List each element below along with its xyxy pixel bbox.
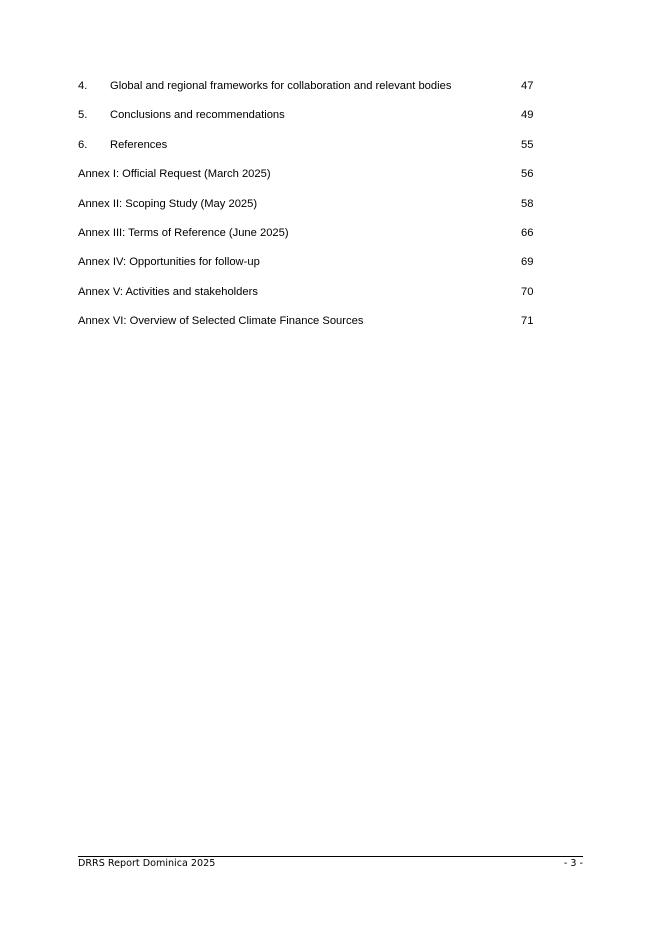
toc-entry-page: 69: [521, 256, 534, 269]
toc-entry-annex-1[interactable]: [78, 164, 548, 193]
toc-entry-page: 49: [521, 109, 534, 122]
toc-entry-section-5[interactable]: [78, 105, 548, 134]
toc-entry-page: 56: [521, 168, 534, 181]
toc-entry-title[interactable]: Conclusions and recommendations: [110, 109, 285, 122]
toc-entry-annex-3[interactable]: [78, 223, 548, 252]
table-of-contents: [78, 76, 548, 341]
toc-entry-page: 70: [521, 285, 534, 298]
toc-entry-section-6[interactable]: [78, 135, 548, 164]
toc-entry-title[interactable]: Annex V: Activities and stakeholders: [78, 285, 258, 298]
toc-entry-page: 55: [521, 138, 534, 151]
toc-entry-title[interactable]: Annex III: Terms of Reference (June 2025): [78, 226, 289, 239]
toc-entry-number: 5.: [78, 109, 88, 122]
toc-entry-section-4[interactable]: [78, 76, 548, 105]
toc-entry-annex-4[interactable]: [78, 252, 548, 281]
toc-entry-number: 6.: [78, 138, 88, 151]
toc-entry-page: 71: [521, 315, 534, 328]
toc-entry-annex-5[interactable]: [78, 282, 548, 311]
toc-entry-page: 66: [521, 226, 534, 239]
toc-entry-title[interactable]: Annex VI: Overview of Selected Climate Finance Sources: [78, 315, 364, 328]
toc-entry-page: 47: [521, 80, 534, 92]
toc-entry-title[interactable]: Global and regional frameworks for collaboration and relevant bodies: [110, 80, 452, 92]
toc-entry-annex-6[interactable]: [78, 311, 548, 340]
footer-page-number: - 3 -: [563, 858, 583, 869]
footer-divider: [78, 856, 583, 857]
toc-entry-annex-2[interactable]: [78, 194, 548, 223]
toc-entry-title[interactable]: Annex II: Scoping Study (May 2025): [78, 197, 258, 210]
toc-entry-title[interactable]: References: [110, 138, 168, 151]
toc-entry-title[interactable]: Annex IV: Opportunities for follow-up: [78, 256, 260, 269]
toc-entry-number: 4.: [78, 80, 88, 92]
toc-entry-title[interactable]: Annex I: Official Request (March 2025): [78, 168, 271, 181]
toc-entry-page: 58: [521, 197, 534, 210]
footer-report-title: DRRS Report Dominica 2025: [78, 858, 216, 869]
